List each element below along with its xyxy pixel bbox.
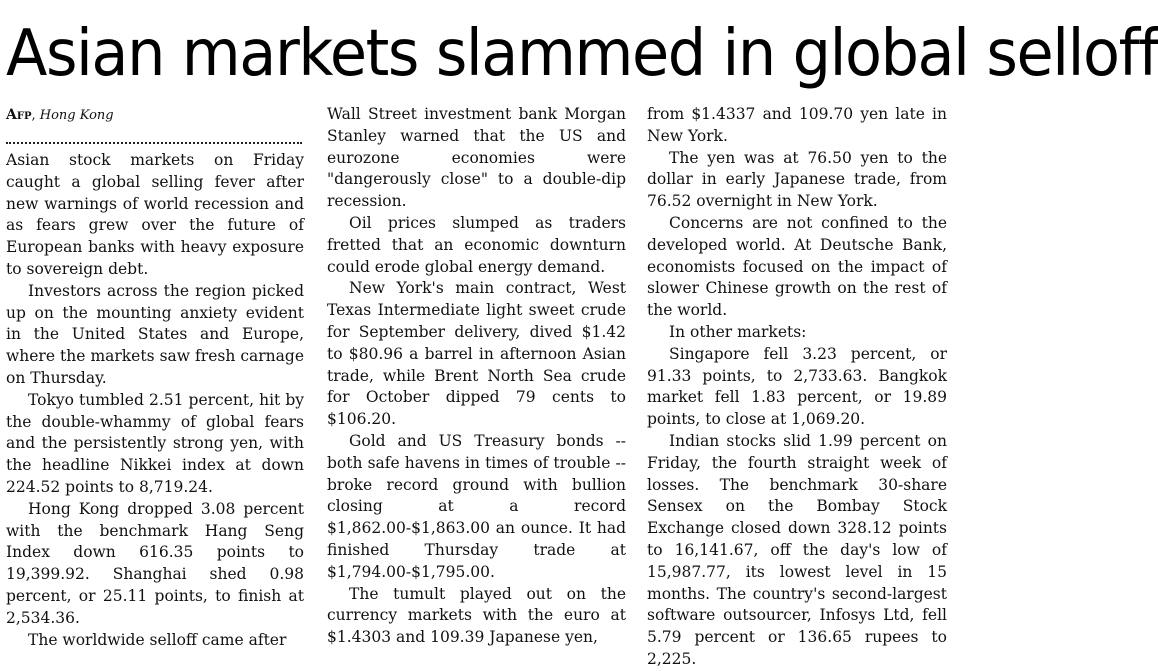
paragraph: from $1.4337 and 109.70 yen late in New York. (647, 105, 947, 145)
headline: Asian markets slammed in global selloff (6, 17, 1158, 91)
paragraph: The tumult played out on the currency markets with the euro at $1.4303 and 109.39 Japanese yen, (327, 584, 626, 647)
paragraph: Oil prices slumped as traders fretted that an economic downturn could erode global energy demand. (327, 213, 626, 276)
byline-agency: Afp (6, 107, 32, 123)
paragraph: Singapore fell 3.23 percent, or 91.33 points, to 2,733.63. Bangkok market fell 1.83 percent, or 19.89 points, to close at 1,069.20. (647, 344, 947, 429)
paragraph: New York's main contract, West Texas Intermediate light sweet crude for September delivery, dived $1.42 to $80.96 a barrel in afternoon Asian trade, while Brent North Sea crude for October dipped 79 cents to $106.20. (327, 279, 626, 429)
dotted-separator (6, 128, 302, 144)
paragraph: The worldwide selloff came after (28, 630, 287, 649)
column-1 (6, 104, 304, 654)
byline-place: Hong Kong (39, 108, 114, 123)
paragraph: Gold and US Treasury bonds -- both safe havens in times of trouble -- broke record ground with bullion closing at a record $1,862.00-$1,863.00 an ounce. It had finished Thursday trade at $1,794.00-$1,795.00. (327, 431, 626, 581)
column-2 (327, 104, 626, 654)
paragraph: Tokyo tumbled 2.51 percent, hit by the double-whammy of global fears and the persistently strong yen, with the headline Nikkei index at down 224.52 points to 8,719.24. (6, 390, 304, 496)
paragraph: In other markets: (669, 322, 807, 341)
paragraph: The yen was at 76.50 yen to the dollar in early Japanese trade, from 76.52 overnight in New York. (647, 148, 947, 211)
paragraph: Asian stock markets on Friday caught a global selling fever after new warnings of world recession and as fears grew over the future of European banks with heavy exposure to sovereign debt. (6, 151, 304, 278)
paragraph: Indian stocks slid 1.99 percent on Friday, the fourth straight week of losses. The benchmark 30-share Sensex on the Bombay Stock Exchange closed down 328.12 points to 16,141.67, off the day's low of 15,987.77, its lowest level in 15 months. The country's second-largest software outsourcer, Infosys Ltd, fell 5.79 percent or 136.65 rupees to 2,225. (647, 431, 947, 668)
paragraph: Concerns are not confined to the developed world. At Deutsche Bank, economists focused on the impact of slower Chinese growth on the rest of the world. (647, 213, 947, 320)
byline: Afp, Hong Kong (6, 107, 114, 123)
column-3 (647, 104, 947, 668)
paragraph: Hong Kong dropped 3.08 percent with the benchmark Hang Seng Index down 616.35 points to 19,399.92. Shanghai shed 0.98 percent, or 25.11 points, to finish at 2,534.36. (6, 499, 304, 627)
paragraph: Wall Street investment bank Morgan Stanley warned that the US and eurozone economies were "dangerously close" to a double-dip recession. (327, 105, 626, 211)
paragraph: Investors across the region picked up on the mounting anxiety evident in the United States and Europe, where the markets saw fresh carnage on Thursday. (6, 281, 304, 387)
